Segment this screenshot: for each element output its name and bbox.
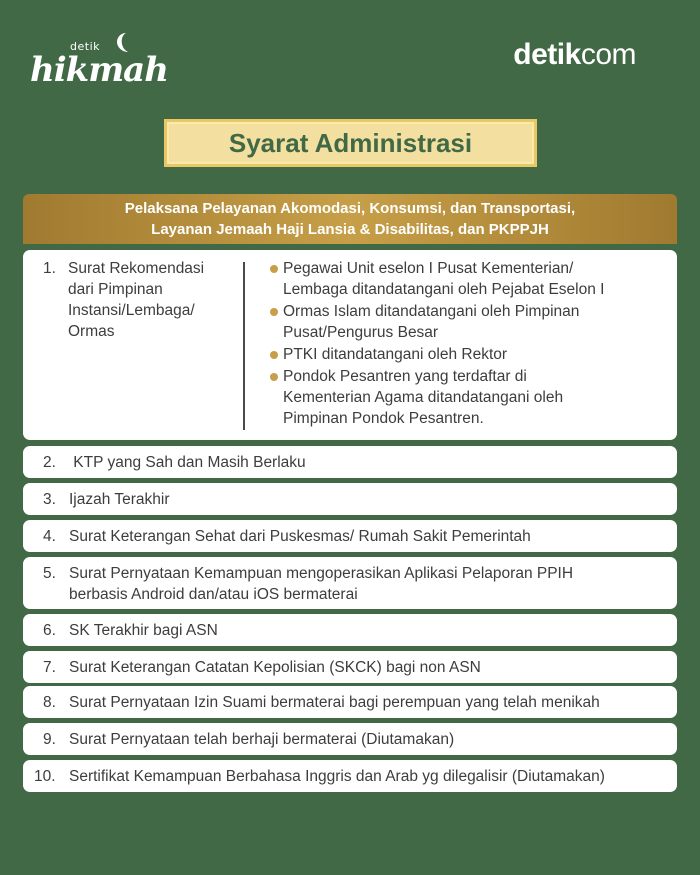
bullet-line: Kementerian Agama ditandatangani oleh	[283, 389, 564, 406]
item-1-title-line: Ormas	[68, 323, 115, 340]
requirement-card-4	[23, 520, 677, 552]
item-number: 6.	[43, 622, 56, 639]
bullet-dot-icon	[270, 265, 278, 273]
bullet-line: Pimpinan Pondok Pesantren.	[283, 410, 484, 427]
banner-line-2: Layanan Jemaah Haji Lansia & Disabilitas, dan PKPPJH	[151, 221, 549, 238]
item-text: Sertifikat Kemampuan Berbahasa Inggris dan Arab yg dilegalisir (Diutamakan)	[69, 768, 605, 785]
item-number: 1.	[43, 260, 56, 277]
item-text: Surat Keterangan Catatan Kepolisian (SKCK) bagi non ASN	[69, 659, 481, 676]
item-text: Surat Pernyataan Izin Suami bermaterai bagi perempuan yang telah menikah	[69, 694, 600, 711]
requirement-card-5	[23, 557, 677, 609]
bullet-dot-icon	[270, 373, 278, 381]
logo-light-text: com	[580, 38, 636, 71]
bullet-line: Ormas Islam ditandatangani oleh Pimpinan	[283, 303, 580, 320]
requirement-card-10	[23, 760, 677, 792]
requirement-card-9	[23, 723, 677, 755]
bullet-line: PTKI ditandatangani oleh Rektor	[283, 346, 508, 363]
banner-line-1: Pelaksana Pelayanan Akomodasi, Konsumsi, dan Transportasi,	[124, 200, 576, 217]
requirement-card-2	[23, 446, 677, 478]
bullet-item	[283, 301, 667, 343]
bullet-dot-icon	[270, 351, 278, 359]
title-box	[164, 119, 537, 167]
requirement-card-7	[23, 651, 677, 683]
bullet-line: Lembaga ditandatangani oleh Pejabat Eselon I	[283, 281, 605, 298]
item-text	[69, 563, 669, 605]
bullet-line: Pegawai Unit eselon I Pusat Kementerian/	[283, 260, 574, 277]
item-text: Ijazah Terakhir	[69, 491, 170, 508]
item-text: SK Terakhir bagi ASN	[69, 622, 218, 639]
logo-small-text: detik	[70, 40, 100, 53]
item-text: KTP yang Sah dan Masih Berlaku	[69, 454, 306, 471]
item-number: 5.	[43, 565, 56, 582]
vertical-divider	[243, 262, 245, 430]
item-text: Surat Keterangan Sehat dari Puskesmas/ Rumah Sakit Pemerintah	[69, 528, 531, 545]
item-1-title-line: Instansi/Lembaga/	[68, 302, 195, 319]
requirement-card-1	[23, 250, 677, 440]
item-1-title-line: dari Pimpinan	[68, 281, 163, 298]
detik-hikmah-logo	[30, 30, 170, 90]
requirement-card-3	[23, 483, 677, 515]
detikcom-logo	[513, 38, 636, 72]
item-number: 7.	[43, 659, 56, 676]
item-text-line: Surat Pernyataan Kemampuan mengoperasikan Aplikasi Pelaporan PPIH	[69, 565, 574, 582]
bullet-line: Pondok Pesantren yang terdaftar di	[283, 368, 527, 385]
requirement-card-8	[23, 686, 677, 718]
logo-script-text: hikmah	[30, 50, 168, 90]
item-number: 2.	[43, 454, 56, 471]
requirement-card-6	[23, 614, 677, 646]
bullet-dot-icon	[270, 308, 278, 316]
item-1-title-line: Surat Rekomendasi	[68, 260, 205, 277]
item-1-bullet-list	[283, 258, 667, 430]
item-text: Surat Pernyataan telah berhaji bermaterai (Diutamakan)	[69, 731, 455, 748]
item-text-line: berbasis Android dan/atau iOS bermaterai	[69, 586, 358, 603]
bullet-item	[283, 344, 667, 365]
bullet-item	[283, 258, 667, 300]
bullet-item	[283, 366, 667, 429]
item-number: 3.	[43, 491, 56, 508]
item-1-title	[68, 258, 238, 342]
bullet-line: Pusat/Pengurus Besar	[283, 324, 439, 341]
item-number: 8.	[43, 694, 56, 711]
category-banner	[23, 194, 677, 244]
page-title: Syarat Administrasi	[228, 127, 473, 158]
item-number: 9.	[43, 731, 56, 748]
logo-bold-text: detik	[513, 38, 581, 71]
item-number: 4.	[43, 528, 56, 545]
item-number: 10.	[34, 768, 56, 785]
